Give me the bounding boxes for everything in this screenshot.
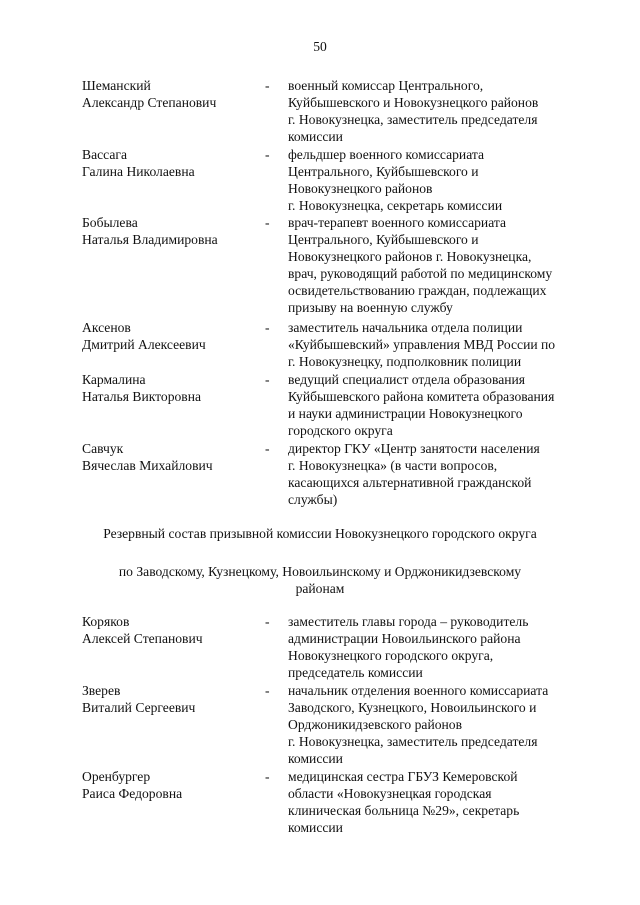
member-name (82, 371, 257, 405)
member-role (288, 146, 600, 214)
member-role (288, 371, 600, 439)
dash-separator: - (265, 683, 270, 698)
member-role (288, 77, 600, 145)
member-name (82, 768, 257, 802)
member-name (82, 682, 257, 716)
member-surname: Вассага (82, 147, 127, 162)
member-surname: Савчук (82, 441, 124, 456)
member-role (288, 319, 600, 370)
member-name (82, 440, 257, 474)
role-line: Куйбышевского района комитета образования (288, 389, 555, 404)
reserve-subheading (0, 563, 640, 597)
role-line: врач, руководящий работой по медицинскому (288, 266, 553, 281)
dash-separator: - (265, 215, 270, 230)
member-surname: Зверев (82, 683, 121, 698)
role-line: г. Новокузнецка, заместитель председателя (288, 734, 538, 749)
dash-separator: - (265, 372, 270, 387)
member-given-names: Наталья Викторовна (82, 389, 202, 404)
member-surname: Коряков (82, 614, 130, 629)
role-line: председатель комиссии (288, 665, 423, 680)
role-line: администрации Новоильинского района (288, 631, 521, 646)
role-line: комиссии (288, 129, 343, 144)
role-line: г. Новокузнецка, заместитель председателя (288, 112, 538, 127)
dash-separator: - (265, 78, 270, 93)
role-line: г. Новокузнецка, секретарь комиссии (288, 198, 503, 213)
dash-separator: - (265, 441, 270, 456)
dash-separator: - (265, 320, 270, 335)
role-line: и науки администрации Новокузнецкого (288, 406, 523, 421)
role-line: заместитель начальника отдела полиции (288, 320, 523, 335)
role-line: освидетельствованию граждан, подлежащих (288, 283, 547, 298)
member-surname: Бобылева (82, 215, 138, 230)
role-line: касающихся альтернативной гражданской (288, 475, 532, 490)
role-line: призыву на военную службу (288, 300, 453, 315)
role-line: Заводского, Кузнецкого, Новоильинского и (288, 700, 537, 715)
member-given-names: Вячеслав Михайлович (82, 458, 213, 473)
reserve-heading-line: по Заводскому, Кузнецкому, Новоильинскому и Орджоникидзевскому (118, 564, 522, 579)
member-given-names: Алексей Степанович (82, 631, 203, 646)
reserve-heading-line: районам (295, 581, 345, 596)
role-line: комиссии (288, 751, 343, 766)
role-line: службы) (288, 492, 338, 507)
member-role (288, 214, 600, 316)
role-line: Центрального, Куйбышевского и (288, 232, 479, 247)
role-line: врач-терапевт военного комиссариата (288, 215, 507, 230)
member-given-names: Раиса Федоровна (82, 786, 183, 801)
member-given-names: Александр Степанович (82, 95, 217, 110)
dash-separator: - (265, 614, 270, 629)
role-line: военный комиссар Центрального, (288, 78, 484, 93)
role-line: Новокузнецкого городского округа, (288, 648, 494, 663)
role-line: начальник отделения военного комиссариата (288, 683, 549, 698)
member-given-names: Дмитрий Алексеевич (82, 337, 206, 352)
member-role (288, 768, 600, 836)
role-line: Орджоникидзевского районов (288, 717, 463, 732)
role-line: медицинская сестра ГБУЗ Кемеровской (288, 769, 518, 784)
role-line: Центрального, Куйбышевского и (288, 164, 479, 179)
role-line: Куйбышевского и Новокузнецкого районов (288, 95, 539, 110)
reserve-heading (0, 525, 640, 542)
reserve-heading-line: Резервный состав призывной комиссии Новокузнецкого городского округа (103, 526, 537, 541)
member-name (82, 319, 257, 353)
page-number: 50 (313, 39, 327, 54)
member-surname: Кармалина (82, 372, 146, 387)
role-line: городского округа (288, 423, 393, 438)
role-line: г. Новокузнецку, подполковник полиции (288, 354, 522, 369)
role-line: г. Новокузнецка» (в части вопросов, (288, 458, 498, 473)
member-role (288, 440, 600, 508)
member-surname: Шеманский (82, 78, 151, 93)
role-line: «Куйбышевский» управления МВД России по (288, 337, 556, 352)
member-surname: Оренбургер (82, 769, 151, 784)
dash-separator: - (265, 769, 270, 784)
dash-separator: - (265, 147, 270, 162)
member-name (82, 214, 257, 248)
member-given-names: Виталий Сергеевич (82, 700, 196, 715)
role-line: клиническая больница №29», секретарь (288, 803, 520, 818)
member-surname: Аксенов (82, 320, 131, 335)
role-line: заместитель главы города – руководитель (288, 614, 529, 629)
member-name (82, 613, 257, 647)
role-line: Новокузнецкого районов г. Новокузнецка, (288, 249, 532, 264)
member-given-names: Наталья Владимировна (82, 232, 218, 247)
member-given-names: Галина Николаевна (82, 164, 195, 179)
member-name (82, 146, 257, 180)
role-line: области «Новокузнецкая городская (288, 786, 492, 801)
role-line: ведущий специалист отдела образования (288, 372, 526, 387)
member-role (288, 682, 600, 767)
role-line: фельдшер военного комиссариата (288, 147, 485, 162)
member-name (82, 77, 257, 111)
role-line: Новокузнецкого районов (288, 181, 433, 196)
role-line: комиссии (288, 820, 343, 835)
role-line: директор ГКУ «Центр занятости населения (288, 441, 540, 456)
member-role (288, 613, 600, 681)
